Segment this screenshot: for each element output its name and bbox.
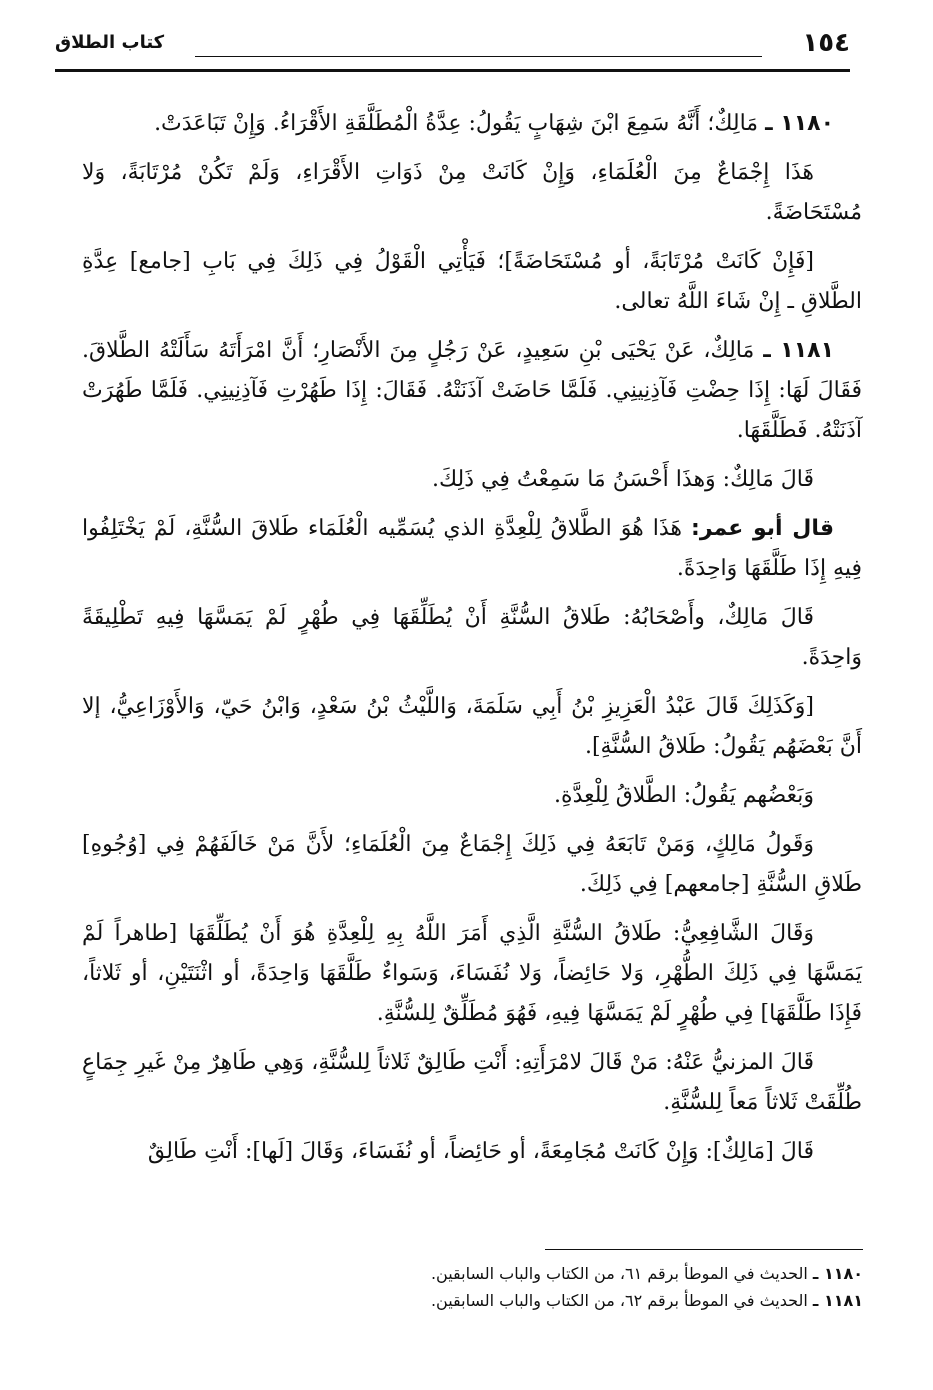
commentary-paragraph: وَقَالَ الشَّافِعِيُّ: طَلاقُ السُّنَّةِ الَّذِي أَمَرَ اللَّهُ بِهِ لِلْعِدَّةِ هُوَ أَنْ يُطَلِّقَهَا [طاهراً لَمْ يَمَسَّهَا فِي ذَلِكَ الطُّهْرِ، وَلا حَائِضاً، وَلا نُفَسَاءَ، وَسَواءٌ طَلَّقَهَا وَاحِدَةً، أو اثْنَتَيْنِ، أو ثَلاثاً، فَإِذَا طَلَّقَهَا] فِي طُهْرٍ لَمْ يَمَسَّهَا فِيهِ، فَهُوَ مُطَلِّقٌ لِلسُّنَّةِ. (82, 921, 862, 1026)
hadith-number: ١١٨١ ـ (763, 338, 835, 363)
commentary-paragraph: قَالَ المزنيُّ عَنْهُ: مَنْ قَالَ لامْرَأَتِهِ: أَنْتِ طَالِقٌ ثَلاثاً لِلسُّنَّةِ، وَهِي طَاهِرٌ مِنْ غَيرِ جِمَاعٍ طُلِّقَتْ ثَلاثاً مَعاً لِلسُّنَّةِ. (82, 1050, 862, 1115)
footnote-rule (545, 1249, 863, 1250)
commentary-paragraph: [وَكَذَلِكَ قَالَ عَبْدُ الْعَزِيزِ بْنُ أَبِي سَلَمَةَ، وَاللَّيْثُ بْنُ سَعْدٍ، وَابْنُ حَيّ، وَالأَوْزَاعِيُّ، إلا أَنَّ بَعْضَهُم يَقُولُ: طَلاقُ السُّنَّةِ]. (82, 694, 862, 759)
page-number: ١٥٤ (802, 28, 850, 58)
footnote-text: الحديث في الموطأ برقم ٦٢، من الكتاب والباب السابقين. (430, 1291, 808, 1310)
header-rule-thin (195, 56, 762, 57)
commentary-paragraph: قَالَ مَالِكٌ: وَهذَا أَحْسَنُ مَا سَمِعْتُ فِي ذَلِكَ. (431, 467, 814, 492)
commentary-paragraph: قَالَ مَالِكٌ، وأَصْحَابُهُ: طَلاقُ السُّنَّةِ أَنْ يُطَلِّقَهَا فِي طُهْرٍ لَمْ يَمَسَّهَا فِيهِ تَطْلِيقَةً وَاحِدَةً. (82, 605, 862, 670)
hadith-number: ١١٨٠ ـ (765, 111, 834, 136)
hadith-text: مَالِكٌ؛ أَنَّهُ سَمِعَ ابْنَ شِهَابٍ يَقُولُ: عِدَّةُ الْمُطَلَّقَةِ الأَقْرَاءُ. وَإِنْ تَبَاعَدَتْ. (154, 111, 759, 136)
footnote-number: ١١٨١ ـ (812, 1291, 863, 1310)
abu-umar-label: قال أبو عمر: (691, 516, 835, 541)
footnote-text: الحديث في الموطأ برقم ٦١، من الكتاب والباب السابقين. (430, 1264, 808, 1283)
page-header (55, 28, 850, 68)
commentary-paragraph: [فَإِنْ كَانَتْ مُرْتَابَةً، أو مُسْتَحَاضَةً]؛ فَيَأْتِي الْقَوْلُ فِي ذَلِكَ فِي بَابِ [جامع] عِدَّةِ الطَّلاقِ ـ إِنْ شَاءَ اللَّهُ تعالى. (82, 249, 862, 314)
commentary-text: هَذَا هُوَ الطَّلاقُ لِلْعِدَّةِ الذي يُسَمِّيه الْعُلَمَاء طَلاقَ السُّنَّةِ، لَمْ يَخْتَلِفُوا فِيهِ إِذَا طَلَّقَهَا وَاحِدَةً. (82, 516, 862, 581)
commentary-paragraph: وَقَولُ مَالِكٍ، وَمَنْ تَابَعَهُ فِي ذَلِكَ إِجْمَاعٌ مِنَ الْعُلَمَاءِ؛ لأَنَّ مَنْ خَالَفَهُمْ فِي [وُجُوهِ] طَلاقِ السُّنَّةِ [جامعهم] فِي ذَلِكَ. (82, 832, 862, 897)
hadith-1180 (82, 104, 862, 144)
abu-umar-paragraph (82, 509, 862, 589)
main-text (82, 104, 862, 1181)
footnote-1181 (340, 1287, 863, 1314)
footnote-number: ١١٨٠ ـ (812, 1264, 863, 1283)
hadith-1181 (82, 331, 862, 451)
footnote-1180 (340, 1260, 863, 1287)
running-title: كتاب الطلاق (55, 32, 165, 53)
footnotes (340, 1260, 863, 1314)
header-rule-thick (55, 69, 850, 72)
commentary-paragraph: قَالَ [مَالِكٌ]: وَإِنْ كَانَتْ مُجَامِعَةً، أو حَائِضاً، أو نُفَسَاءَ، وَقَالَ [لَها]: أَنْتِ طَالِقٌ (147, 1139, 814, 1164)
commentary-paragraph: وَبَعْضُهم يَقُولُ: الطَّلاقُ لِلْعِدَّةِ. (554, 783, 814, 808)
hadith-text: مَالِكٌ، عَنْ يَحْيَى بْنِ سَعِيدٍ، عَنْ رَجُلٍ مِنَ الأَنْصَارِ؛ أَنَّ امْرَأَتَهُ سَأَلَتْهُ الطَّلاقَ. فَقَالَ لَهَا: إِذَا حِضْتِ فَآذِنِينِي. فَلَمَّا حَاضَتْ آذَنَتْهُ. فَقَالَ: إِذَا طَهُرْتِ فَآذِنِينِي. فَلَمَّا طَهُرَتْ آذَنَتْهُ. فَطَلَّقَهَا. (82, 338, 862, 443)
commentary-paragraph: هَذَا إِجْمَاعٌ مِنَ الْعُلَمَاءِ، وَإِنْ كَانَتْ مِنْ ذَوَاتِ الأَقْرَاءِ، وَلَمْ تَكُنْ مُرْتَابَةً، وَلا مُسْتَحَاضَةً. (82, 160, 862, 225)
